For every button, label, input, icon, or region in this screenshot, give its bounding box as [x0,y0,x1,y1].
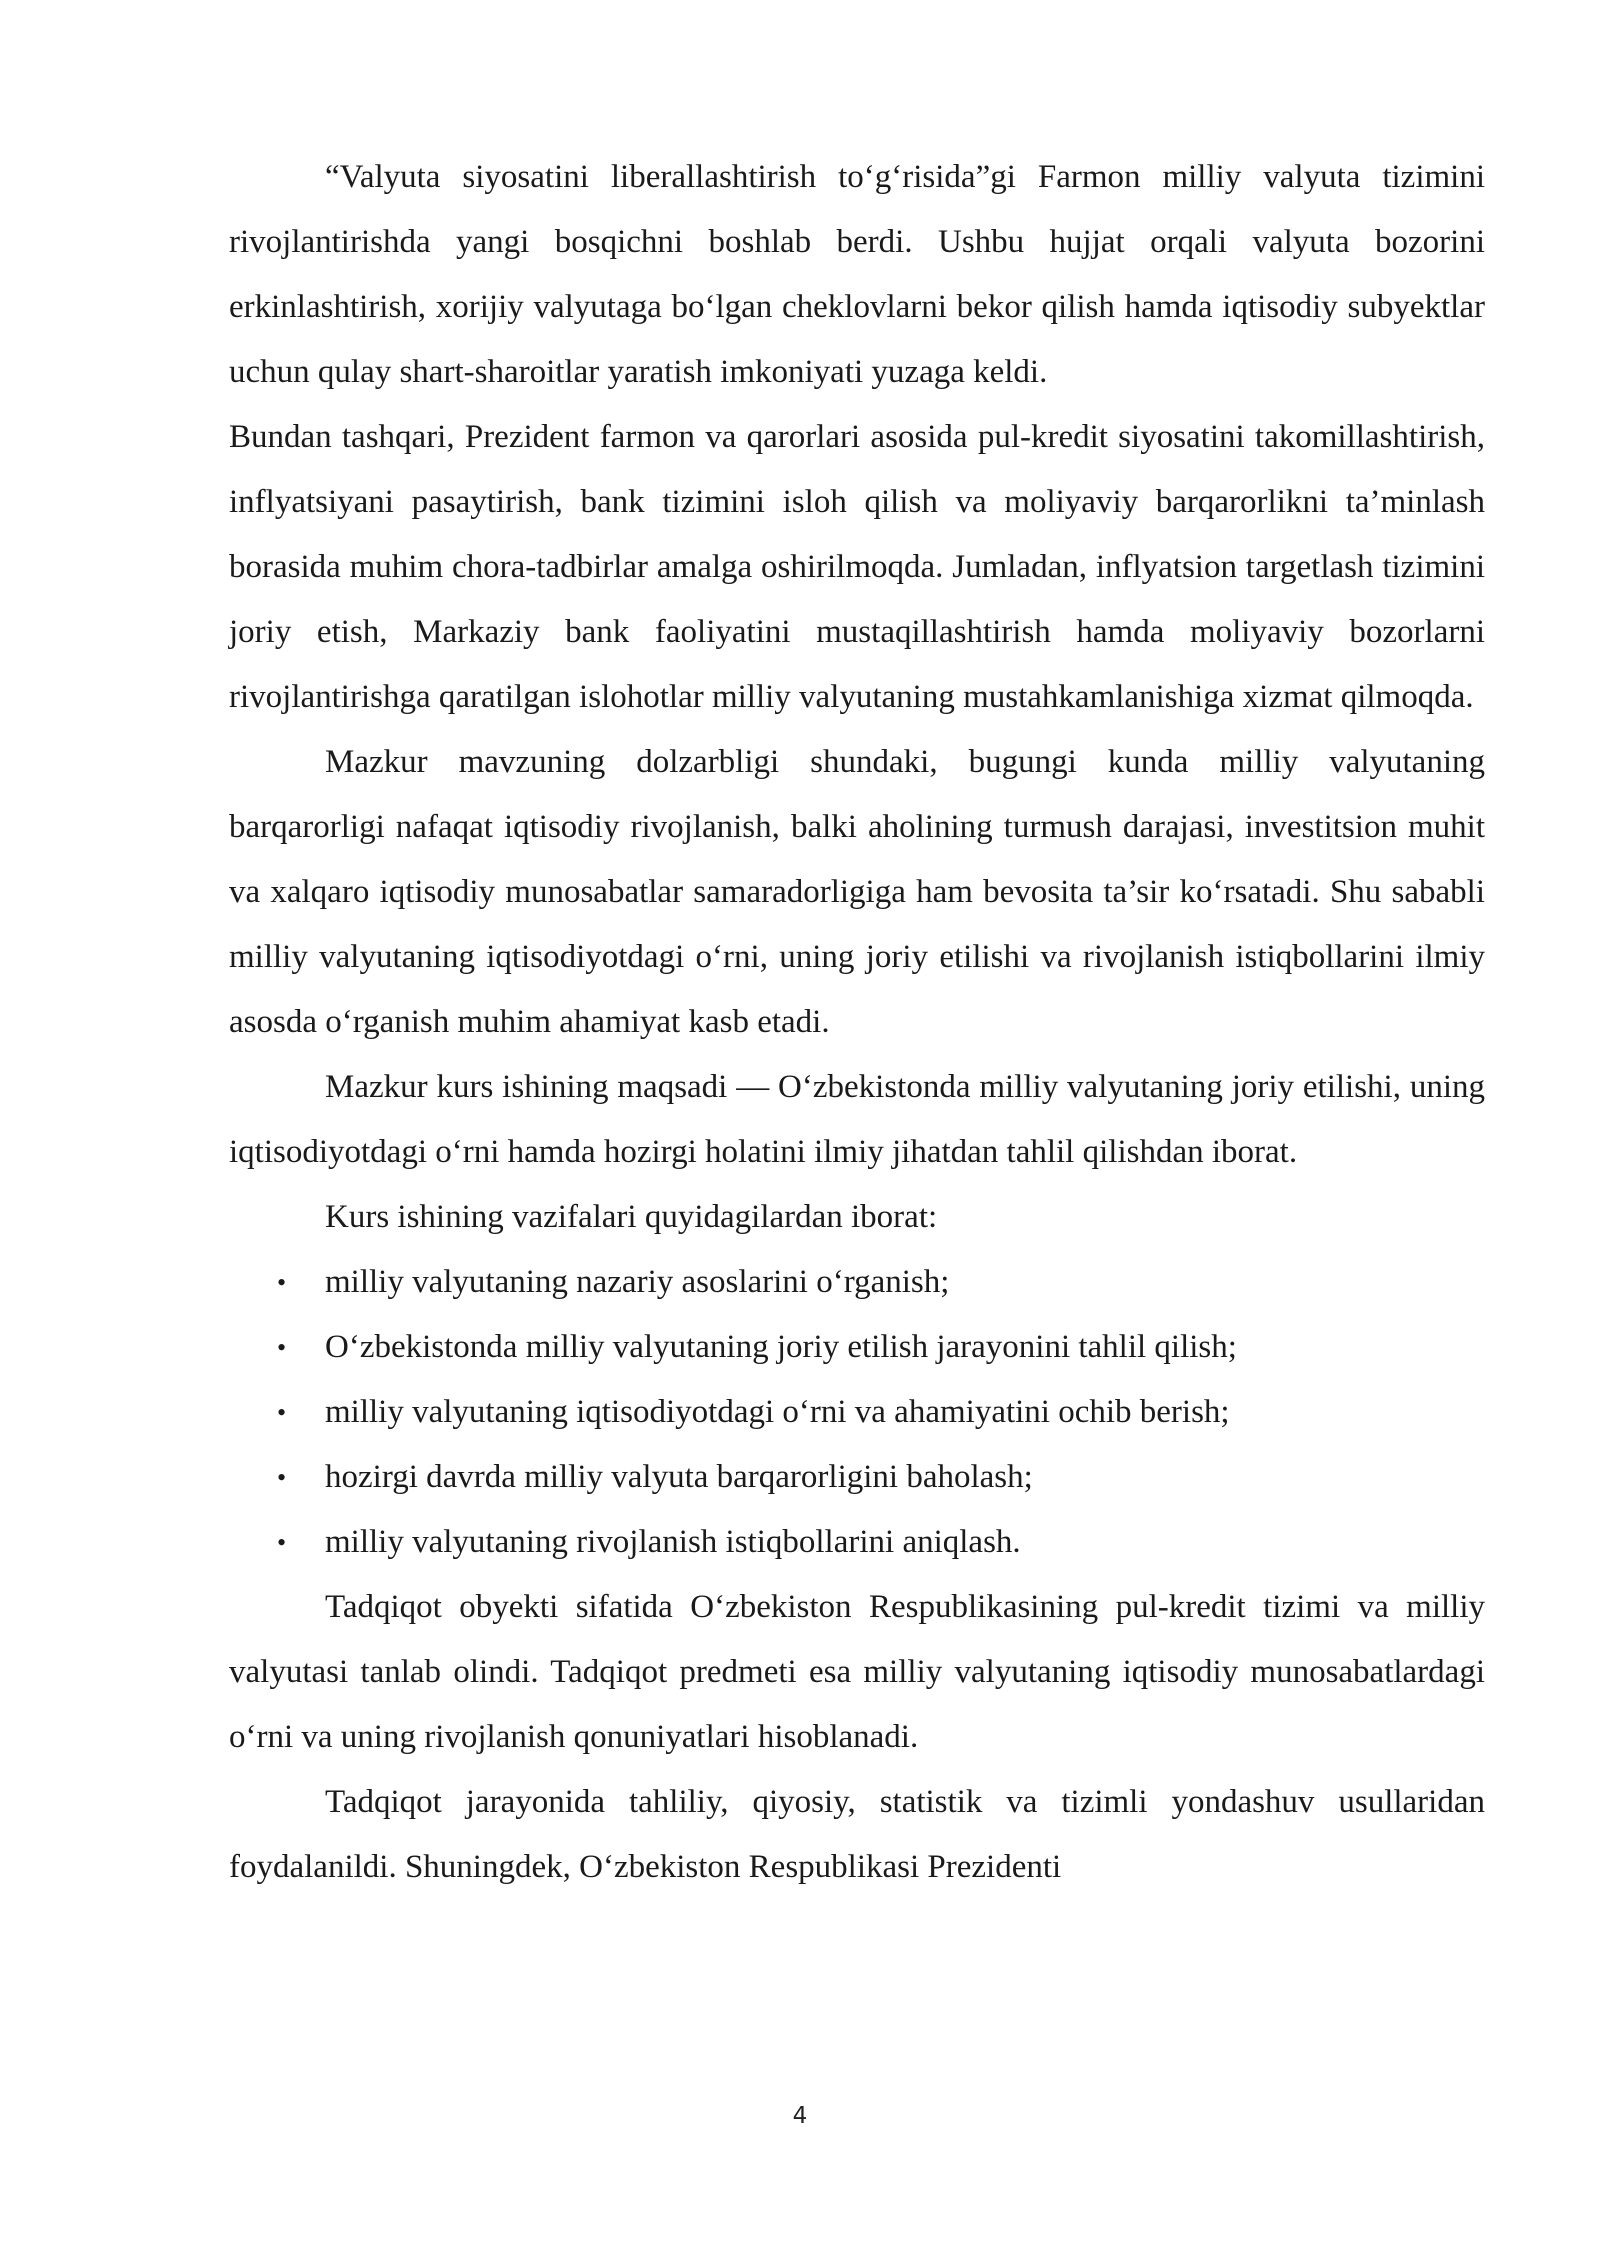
list-item-text: milliy valyutaning iqtisodiyotdagi o‘rni va ahamiyatini ochib berish; [325,1394,1230,1430]
list-item [229,1250,1485,1315]
page-number: 4 [792,2103,808,2129]
tasks-list [229,1250,1485,1575]
paragraph-goal: Mazkur kurs ishining maqsadi — O‘zbekistonda milliy valyutaning joriy etilishi, uning iqtisodiyotdagi o‘rni hamda hozirgi holatini ilmiy jihatdan tahlil qilishdan iborat. [229,1069,1485,1170]
paragraph-tasks-intro: Kurs ishining vazifalari quyidagilardan iborat: [325,1199,938,1235]
body-text [229,145,1485,1900]
list-item [229,1380,1485,1445]
bullet-icon: • [277,1268,287,1297]
list-item-text: milliy valyutaning nazariy asoslarini o‘rganish; [325,1264,950,1300]
paragraph-object-subject: Tadqiqot obyekti sifatida O‘zbekiston Respublikasining pul-kredit tizimi va milliy valyutasi tanlab olindi. Tadqiqot predmeti esa milliy valyutaning iqtisodiy munosabatlardagi o‘rni va uning rivojlanish qonuniyatlari hisoblanadi. [229,1589,1485,1755]
list-item-text: O‘zbekistonda milliy valyutaning joriy etilish jarayonini tahlil qilish; [325,1329,1237,1365]
list-item [229,1445,1485,1510]
bullet-icon: • [277,1463,287,1492]
list-item-text: hozirgi davrda milliy valyuta barqarorligini baholash; [325,1459,1033,1495]
paragraph-methods: Tadqiqot jarayonida tahliliy, qiyosiy, statistik va tizimli yondashuv usullaridan foydalanildi. Shuningdek, O‘zbekiston Respublikasi Prezidenti [229,1784,1485,1885]
paragraph-reforms: Bundan tashqari, Prezident farmon va qarorlari asosida pul-kredit siyosatini takomillashtirish, inflyatsiyani pasaytirish, bank tizimini isloh qilish va moliyaviy barqarorlikni ta’minlash borasida muhim chora-tadbirlar amalga oshirilmoqda. Jumladan, inflyatsion targetlash tizimini joriy etish, Markaziy bank faoliyatini mustaqillashtirish hamda moliyaviy bozorlarni rivojlantirishga qaratilgan islohotlar milliy valyutaning mustahkamlanishiga xizmat qilmoqda. [229,419,1485,715]
list-item-text: milliy valyutaning rivojlanish istiqbollarini aniqlash. [325,1524,1021,1560]
list-item [229,1510,1485,1575]
list-item [229,1315,1485,1380]
paragraph-relevance: Mazkur mavzuning dolzarbligi shundaki, bugungi kunda milliy valyutaning barqarorligi nafaqat iqtisodiy rivojlanish, balki aholining turmush darajasi, investitsion muhit va xalqaro iqtisodiy munosabatlar samaradorligiga ham bevosita ta’sir ko‘rsatadi. Shu sababli milliy valyutaning iqtisodiyotdagi o‘rni, uning joriy etilishi va rivojlanish istiqbollarini ilmiy asosda o‘rganish muhim ahamiyat kasb etadi. [229,744,1485,1040]
bullet-icon: • [277,1398,287,1427]
paragraph-farmon: “Valyuta siyosatini liberallashtirish to‘g‘risida”gi Farmon milliy valyuta tizimini rivojlantirishda yangi bosqichni boshlab berdi. Ushbu hujjat orqali valyuta bozorini erkinlashtirish, xorijiy valyutaga bo‘lgan cheklovlarni bekor qilish hamda iqtisodiy subyektlar uchun qulay shart-sharoitlar yaratish imkoniyati yuzaga keldi. [229,159,1485,390]
bullet-icon: • [277,1333,287,1362]
bullet-icon: • [277,1528,287,1557]
